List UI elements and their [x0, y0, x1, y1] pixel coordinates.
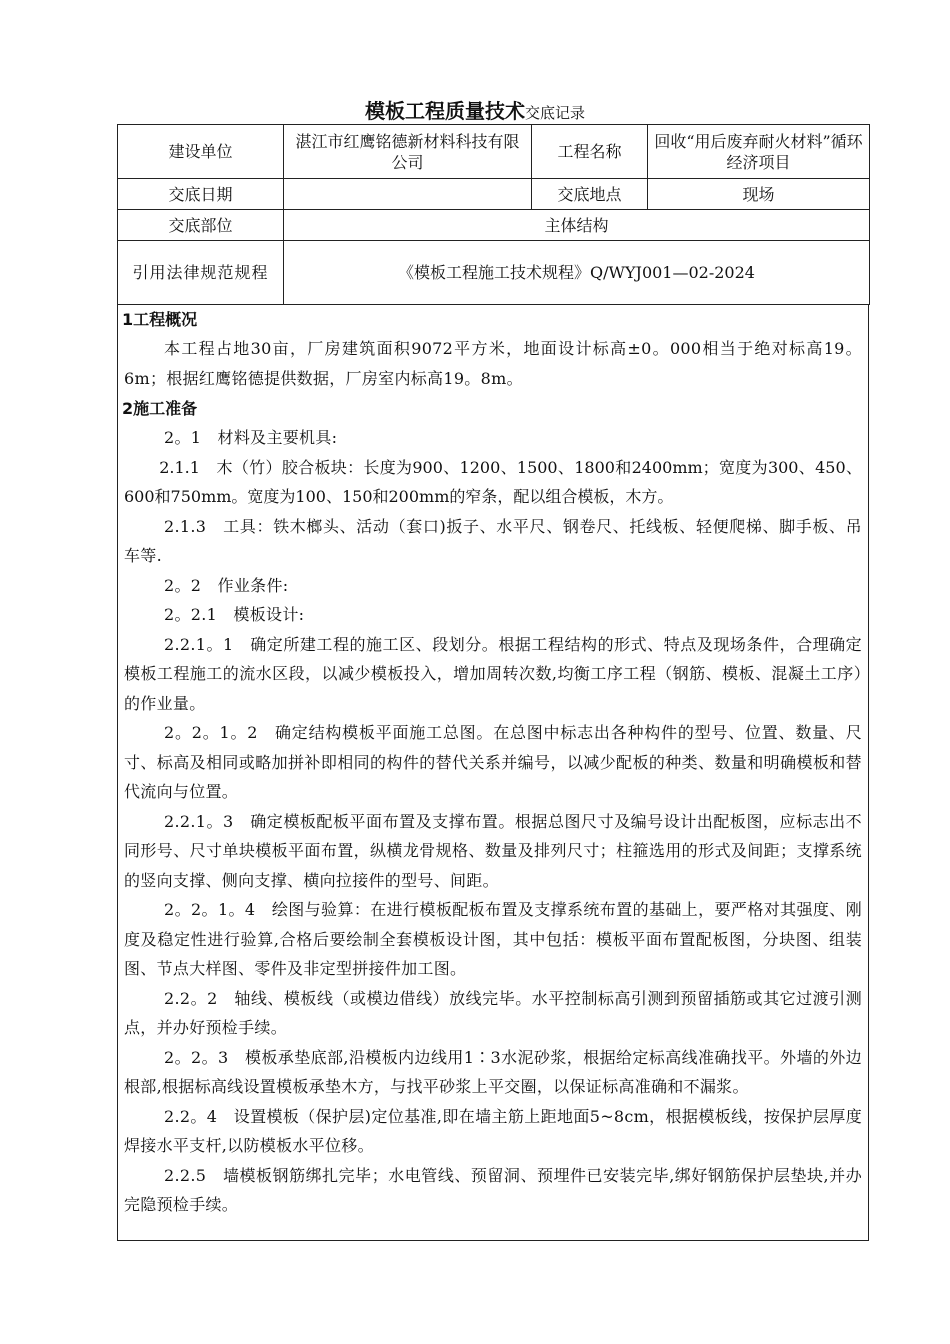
- para-2-1-3: 2.1.3 工具：铁木榔头、活动（套口)扳子、水平尺、钢卷尺、托线板、轻便爬梯、脚手板、吊车等.: [124, 516, 862, 565]
- table-row: [118, 210, 870, 241]
- project-label: 工程名称: [532, 125, 648, 179]
- para-2-2: 2。2 作业条件:: [164, 575, 289, 595]
- para-2-2-5: 2.2.5 墙模板钢筋绑扎完毕；水电管线、预留洞、预埋件已安装完毕,绑好钢筋保护层垫块,并办完隐预检手续。: [124, 1165, 862, 1214]
- para-2-2-1-3: 2.2.1。3 确定模板配板平面布置及支撑布置。根据总图尺寸及编号设计出配板图，应标志出不同形号、尺寸单块模板平面布置，纵横龙骨规格、数量及排列尺寸；柱箍选用的形式及间距；支撑系统的竖向支撑、侧向支撑、横向拉接件的型号、间距。: [124, 811, 862, 890]
- para-2-2-4: 2.2。4 设置模板（保护层)定位基准,即在墙主筋上距地面5~8cm，根据模板线，按保护层厚度焊接水平支杆,以防模板水平位移。: [124, 1106, 862, 1155]
- para-2-2-1-2: 2。2。1。2 确定结构模板平面施工总图。在总图中标志出各种构件的型号、位置、数量、尺寸、标高及相同或略加拼补即相同的构件的替代关系并编号，以减少配板的种类、数量和明确模板和替代流向与位置。: [124, 723, 862, 801]
- project-value: 回收“用后废弃耐火材料”循环经济项目: [648, 125, 870, 179]
- part-value: 主体结构: [284, 210, 870, 241]
- law-label: 引用法律规范规程: [118, 241, 284, 305]
- date-value: [284, 179, 532, 210]
- table-row: [118, 125, 870, 179]
- unit-value: 湛江市红鹰铭德新材料科技有限公司: [284, 125, 532, 179]
- section-1-heading: 1工程概况: [122, 310, 198, 329]
- para-2-2-2: 2.2。2 轴线、模板线（或模边借线）放线完毕。水平控制标高引测到预留插筋或其它过渡引测点，并办好预检手续。: [124, 988, 862, 1037]
- section-2-heading: 2施工准备: [122, 399, 198, 418]
- para-2-2-1-4: 2。2。1。4 绘图与验算：在进行模板配板布置及支撑系统布置的基础上，要严格对其强度、刚度及稳定性进行验算,合格后要绘制全套模板设计图，其中包括：模板平面布置配板图，分块图、组装图、节点大样图、零件及非定型拼接件加工图。: [124, 900, 862, 978]
- table-row: [118, 179, 870, 210]
- para-2-2-1-1: 2.2.1。1 确定所建工程的施工区、段划分。根据工程结构的形式、特点及现场条件，合理确定模板工程施工的流水区段，以减少模板投入，增加周转次数,均衡工序工程（钢筋、模板、混凝土工序）的作业量。: [124, 634, 862, 713]
- place-value: 现场: [648, 179, 870, 210]
- law-value: 《模板工程施工技术规程》Q/WYJ001—02-2024: [284, 241, 870, 305]
- content-body: [117, 304, 869, 1241]
- title-sub: 交底记录: [524, 104, 585, 122]
- table-row: [118, 241, 870, 305]
- section-1-paragraph: 本工程占地30亩，厂房建筑面积9072平方米，地面设计标高±0。000相当于绝对标高19。6m；根据红鹰铭德提供数据，厂房室内标高19。8m。: [124, 339, 862, 388]
- para-2-1: 2。1 材料及主要机具:: [164, 428, 338, 447]
- unit-label: 建设单位: [118, 125, 284, 179]
- place-label: 交底地点: [532, 179, 648, 210]
- info-table: [117, 124, 870, 305]
- part-label: 交底部位: [118, 210, 284, 241]
- para-2-2-1: 2。2.1 模板设计:: [164, 605, 305, 624]
- para-2-1-1: 2.1.1 木（竹）胶合板块：长度为900、1200、1500、1800和2400mm；宽度为300、450、600和750mm。宽度为100、150和200mm的窄条，配以组合模板，木方。: [124, 457, 862, 506]
- para-2-2-3: 2。2。3 模板承垫底部,沿模板内边线用1∶3水泥砂浆，根据给定标高线准确找平。外墙的外边根部,根据标高线设置模板承垫木方，与找平砂浆上平交圈，以保证标高准确和不漏浆。: [124, 1047, 862, 1096]
- title-main: 模板工程质量技术: [364, 99, 525, 123]
- date-label: 交底日期: [118, 179, 284, 210]
